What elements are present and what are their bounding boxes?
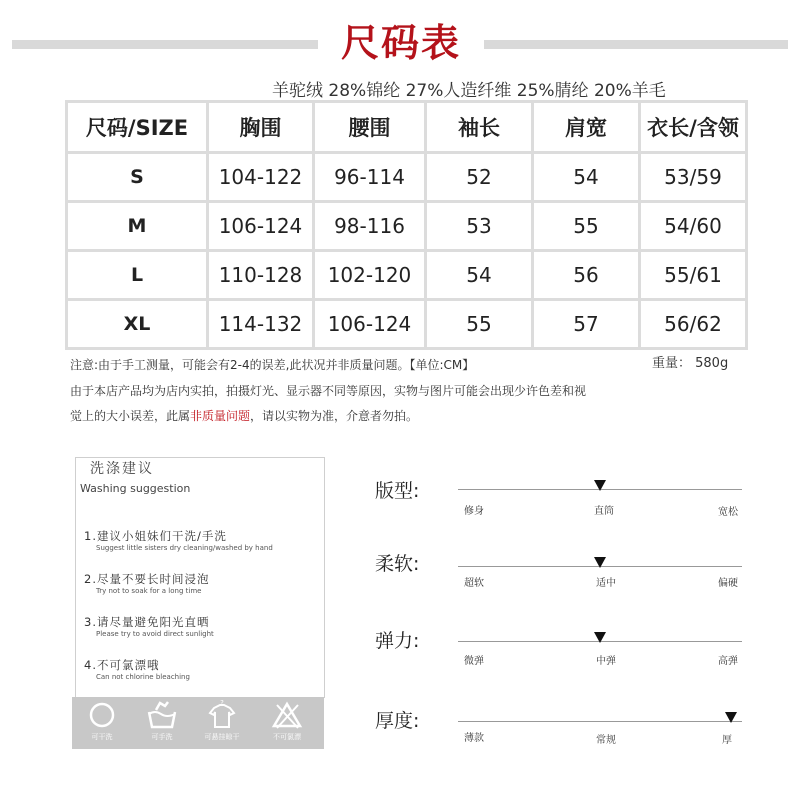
property-label: 版型:	[375, 480, 420, 502]
care-icon-hand-wash	[137, 700, 187, 746]
photo-note-text-b: ，请以实物为准，介意者勿拍。	[250, 409, 419, 423]
cell-waist: 98-116	[314, 202, 426, 251]
cell-shoulder: 54	[533, 153, 640, 202]
care-icon-label: 可手洗	[151, 733, 173, 741]
photo-note-text-a: 觉上的大小误差，此属	[70, 409, 191, 423]
property-option: 厚	[722, 735, 732, 746]
table-row	[67, 300, 747, 349]
cell-shoulder: 55	[533, 202, 640, 251]
cell-waist: 106-124	[314, 300, 426, 349]
property-option: 高弹	[718, 656, 738, 667]
quality-issue-text: 非质量问题	[190, 409, 251, 423]
cell-length: 53/59	[640, 153, 747, 202]
property-option: 偏硬	[718, 578, 738, 589]
washing-subtitle: Washing suggestion	[80, 482, 191, 495]
property-option: 直筒	[594, 506, 614, 517]
cell-sleeve: 54	[426, 251, 533, 300]
property-scale-line	[458, 721, 742, 722]
washing-item-en: Can not chlorine bleaching	[96, 673, 190, 681]
cell-shoulder: 56	[533, 251, 640, 300]
property-option: 超软	[464, 578, 484, 589]
washing-item: 4.不可氯漂哦	[84, 658, 160, 672]
washing-item-en: Try not to soak for a long time	[96, 587, 202, 595]
table-row	[67, 202, 747, 251]
property-marker	[594, 480, 606, 491]
hand-wash-icon	[146, 700, 178, 730]
property-option: 宽松	[718, 507, 738, 518]
care-icon-no-bleach	[262, 700, 312, 746]
property-option: 中弹	[596, 656, 616, 667]
care-icon-dry-clean	[77, 700, 127, 746]
cell-size: XL	[67, 300, 208, 349]
washing-title: 洗涤建议	[90, 461, 154, 477]
cell-chest: 104-122	[208, 153, 314, 202]
washing-item-en: Please try to avoid direct sunlight	[96, 630, 214, 638]
cell-size: M	[67, 202, 208, 251]
table-row	[67, 251, 747, 300]
property-option: 薄款	[464, 733, 484, 744]
photo-note-line1: 由于本店产品均为店内实拍，拍摄灯光、显示器不同等原因，实物与图片可能会出现少许色差和视	[70, 384, 587, 398]
care-icon-hang-dry	[197, 700, 247, 746]
header-waist: 腰围	[314, 102, 426, 153]
no-bleach-icon	[271, 700, 303, 730]
washing-item-en: Suggest little sisters dry cleaning/washed by hand	[96, 544, 273, 552]
property-option: 常规	[596, 735, 616, 746]
cell-length: 55/61	[640, 251, 747, 300]
cell-size: L	[67, 251, 208, 300]
hang-dry-icon	[206, 700, 238, 730]
measurement-note: 注意:由于手工测量，可能会有2-4的误差,此状况并非质量问题。【单位:CM】	[70, 358, 475, 372]
property-marker	[594, 557, 606, 568]
washing-item: 2.尽量不要长时间浸泡	[84, 572, 210, 586]
header-chest: 胸围	[208, 102, 314, 153]
property-option: 修身	[464, 506, 484, 517]
cell-sleeve: 55	[426, 300, 533, 349]
cell-length: 54/60	[640, 202, 747, 251]
cell-length: 56/62	[640, 300, 747, 349]
property-option: 适中	[596, 578, 616, 589]
cell-chest: 106-124	[208, 202, 314, 251]
header-sleeve: 袖长	[426, 102, 533, 153]
header-shoulder: 肩宽	[533, 102, 640, 153]
table-header-row	[67, 102, 747, 153]
page-title: 尺码表	[318, 18, 484, 68]
care-icon-label: 可悬挂晾干	[204, 733, 240, 741]
cell-sleeve: 52	[426, 153, 533, 202]
material-composition: 羊驼绒 28%锦纶 27%人造纤维 25%腈纶 20%羊毛	[272, 81, 666, 101]
washing-item: 1.建议小姐妹们干洗/手洗	[84, 529, 227, 543]
table-row	[67, 153, 747, 202]
svg-text:?: ?	[220, 700, 224, 707]
header-size: 尺码/SIZE	[67, 102, 208, 153]
cell-chest: 114-132	[208, 300, 314, 349]
cell-waist: 96-114	[314, 153, 426, 202]
property-option: 微弹	[464, 656, 484, 667]
dry-clean-icon	[87, 700, 117, 730]
header-length: 衣长/含领	[640, 102, 747, 153]
property-marker	[594, 632, 606, 643]
washing-item: 3.请尽量避免阳光直晒	[84, 615, 210, 629]
property-label: 弹力:	[375, 630, 420, 652]
size-table	[65, 100, 748, 350]
property-label: 柔软:	[375, 553, 420, 575]
care-icon-label: 可干洗	[91, 733, 113, 741]
cell-shoulder: 57	[533, 300, 640, 349]
photo-note-line2	[70, 407, 418, 424]
property-marker	[725, 712, 737, 723]
cell-size: S	[67, 153, 208, 202]
care-icon-label: 不可氯漂	[273, 733, 301, 741]
property-label: 厚度:	[375, 710, 420, 732]
cell-sleeve: 53	[426, 202, 533, 251]
cell-waist: 102-120	[314, 251, 426, 300]
cell-chest: 110-128	[208, 251, 314, 300]
weight-label: 重量： 580g	[652, 356, 729, 371]
